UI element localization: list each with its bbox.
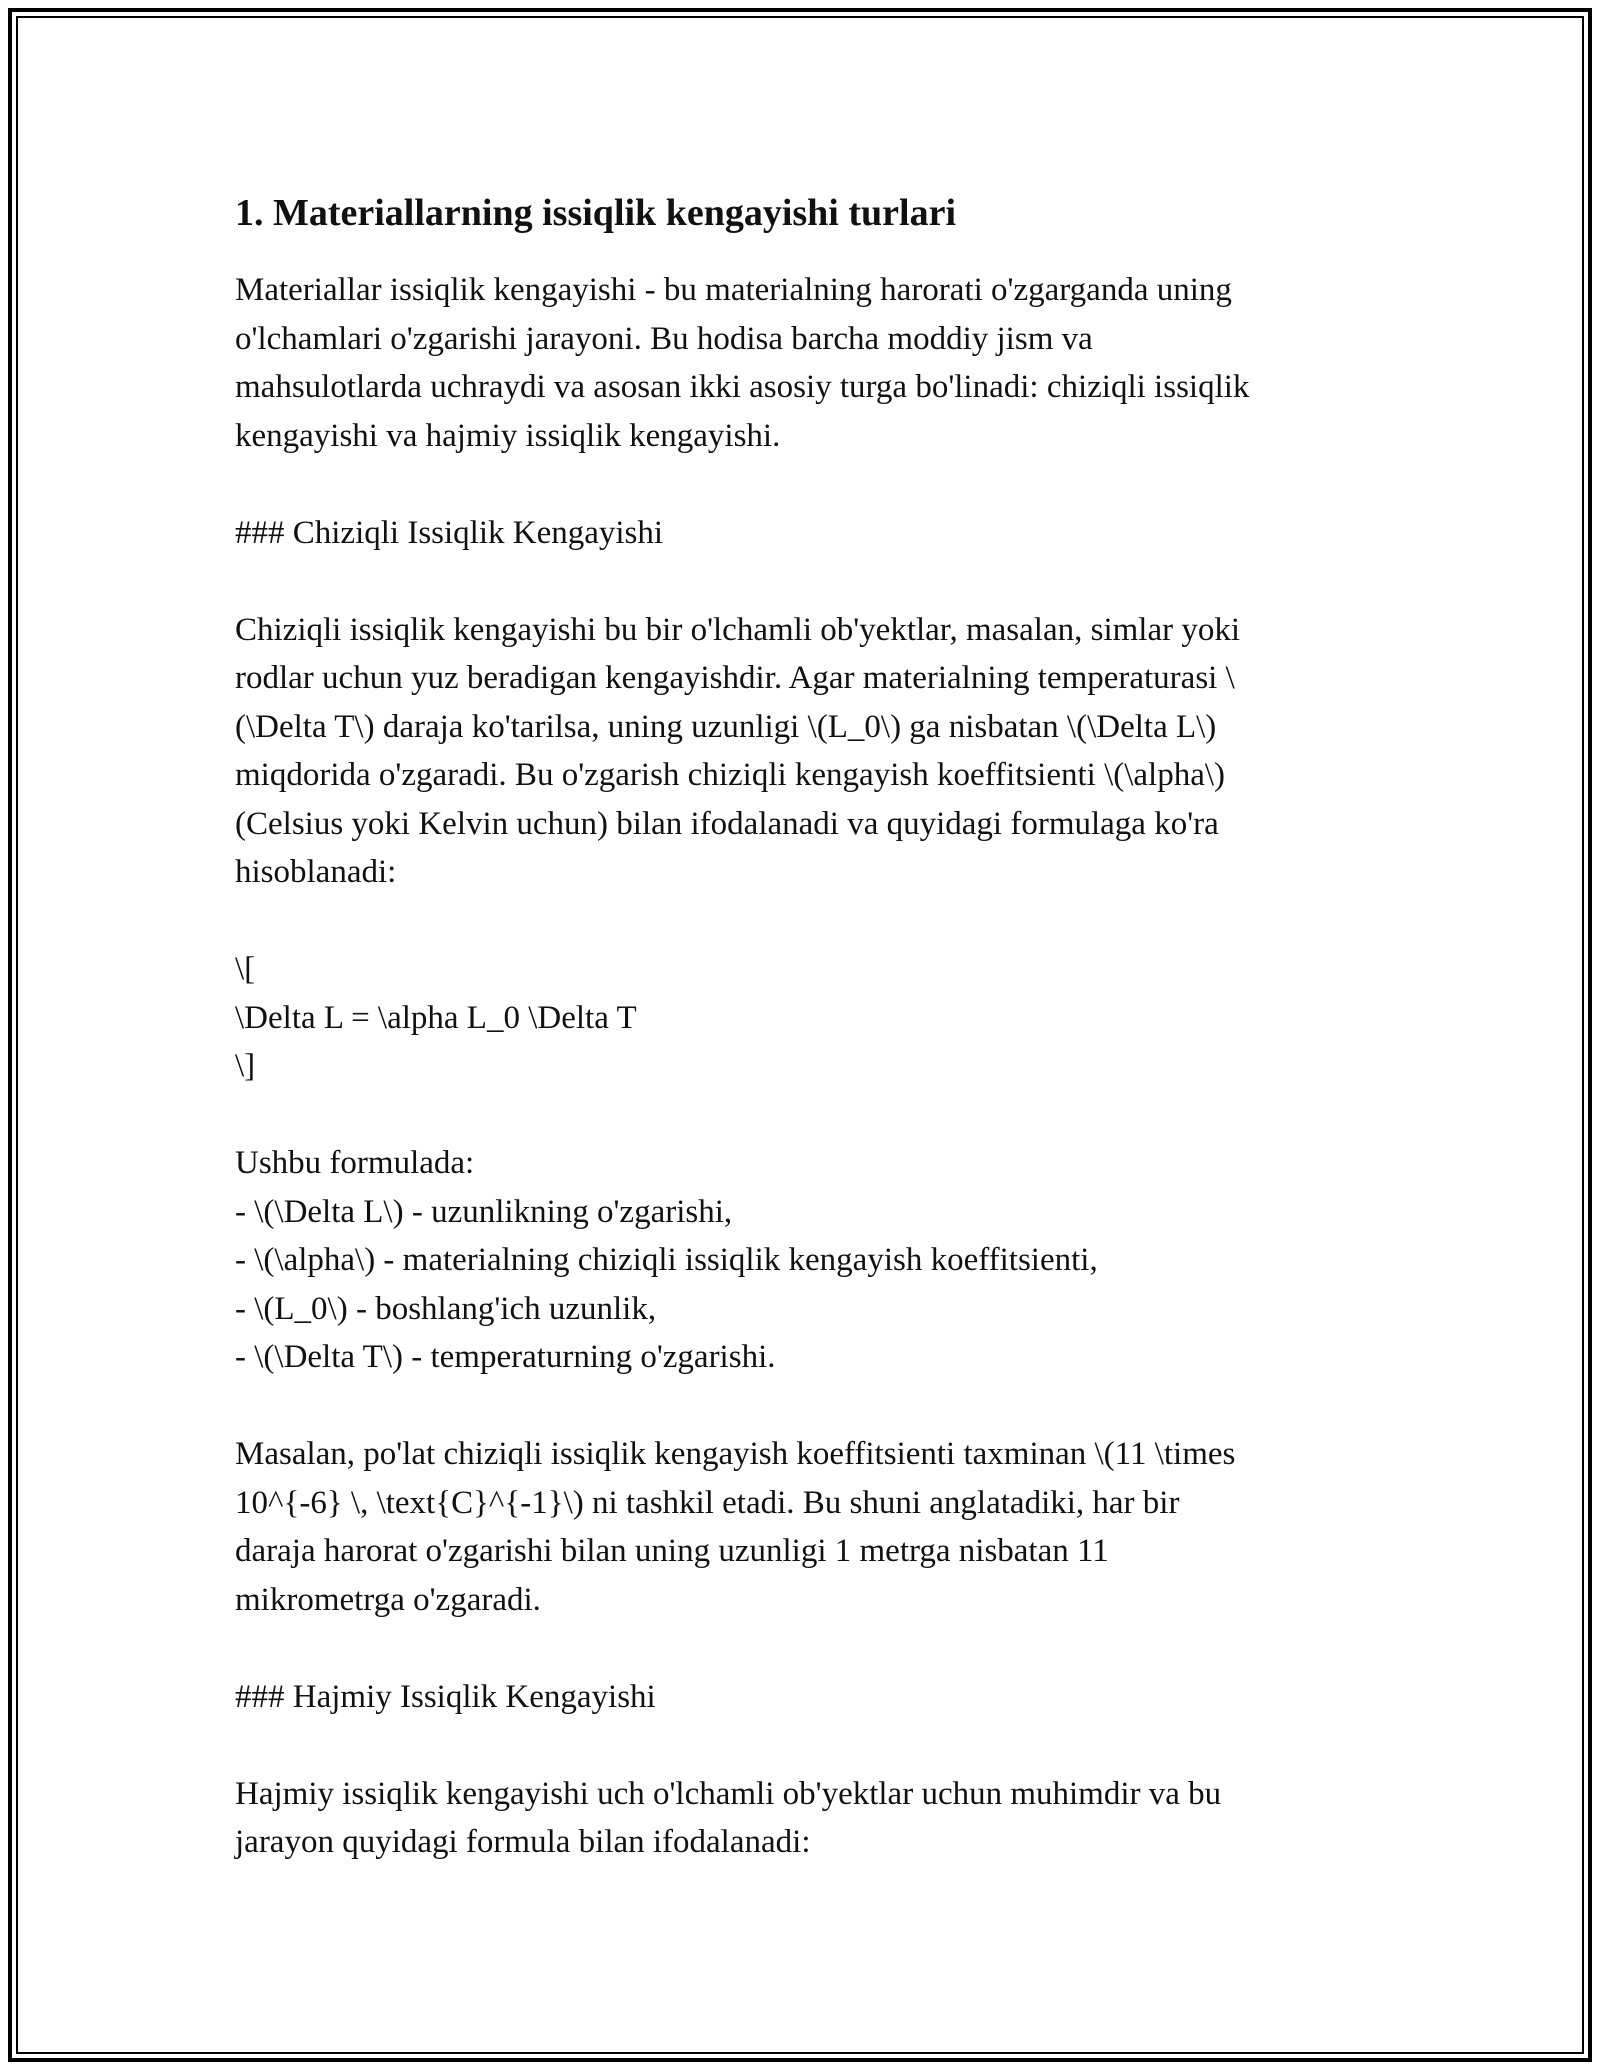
legend-line: - \(\Delta T\) - temperaturning o'zgarishi. [235,1339,776,1375]
subheading-volume: ### Hajmiy Issiqlik Kengayishi [235,1678,656,1715]
linear-line: miqdorida o'zgaradi. Bu o'zgarish chiziqli kengayish koeffitsienti \(\alpha\) [235,757,1226,793]
section-title: 1. Materiallarning issiqlik kengayishi turlari [235,192,956,234]
linear-line: Chiziqli issiqlik kengayishi bu bir o'lchamli ob'yektlar, masalan, simlar yoki [235,611,1241,648]
legend-line: - \(L_0\) - boshlang'ich uzunlik, [235,1290,657,1327]
formula-block [235,945,1375,1091]
formula-line: \] [235,1048,256,1084]
linear-line: rodlar uchun yuz beradigan kengayishdir. Agar materialning temperaturasi \ [235,660,1235,696]
example-line: mikrometrga o'zgaradi. [235,1581,541,1618]
volume-paragraph [235,1770,1375,1867]
example-paragraph [235,1430,1375,1624]
document-body [235,186,1375,1867]
volume-line: jarayon quyidagi formula bilan ifodalanadi: [235,1824,811,1860]
example-line: Masalan, po'lat chiziqli issiqlik kengayish koeffitsienti taxminan \(11 \times [235,1436,1236,1472]
legend-line: Ushbu formulada: [235,1145,475,1181]
subheading-linear: ### Chiziqli Issiqlik Kengayishi [235,514,664,551]
linear-line: hisoblanadi: [235,854,397,890]
legend-line: - \(\alpha\) - materialning chiziqli issiqlik kengayish koeffitsienti, [235,1242,1098,1278]
example-line: daraja harorat o'zgarishi bilan uning uzunligi 1 metrga nisbatan 11 [235,1533,1109,1569]
legend-line: - \(\Delta L\) - uzunlikning o'zgarishi, [235,1193,733,1230]
linear-line: (\Delta T\) daraja ko'tarilsa, uning uzunligi \(L_0\) ga nisbatan \(\Delta L\) [235,708,1217,745]
intro-line: o'lchamlari o'zgarishi jarayoni. Bu hodisa barcha moddiy jism va [235,320,1093,357]
linear-paragraph [235,606,1375,897]
example-line: 10^{-6} \, \text{C}^{-1}\) ni tashkil etadi. Bu shuni anglatadiki, har bir [235,1484,1180,1521]
intro-line: kengayishi va hajmiy issiqlik kengayishi. [235,417,781,454]
formula-line: \[ [235,951,256,987]
linear-line: (Celsius yoki Kelvin uchun) bilan ifodalanadi va quyidagi formulaga ko'ra [235,805,1219,842]
volume-line: Hajmiy issiqlik kengayishi uch o'lchamli ob'yektlar uchun muhimdir va bu [235,1775,1222,1812]
intro-line: Materiallar issiqlik kengayishi - bu materialning harorati o'zgarganda uning [235,272,1232,308]
intro-line: mahsulotlarda uchraydi va asosan ikki asosiy turga bo'linadi: chiziqli issiqlik [235,369,1250,405]
formula-line: \Delta L = \alpha L_0 \Delta T [235,999,637,1036]
intro-paragraph [235,266,1375,460]
formula-legend [235,1139,1375,1382]
